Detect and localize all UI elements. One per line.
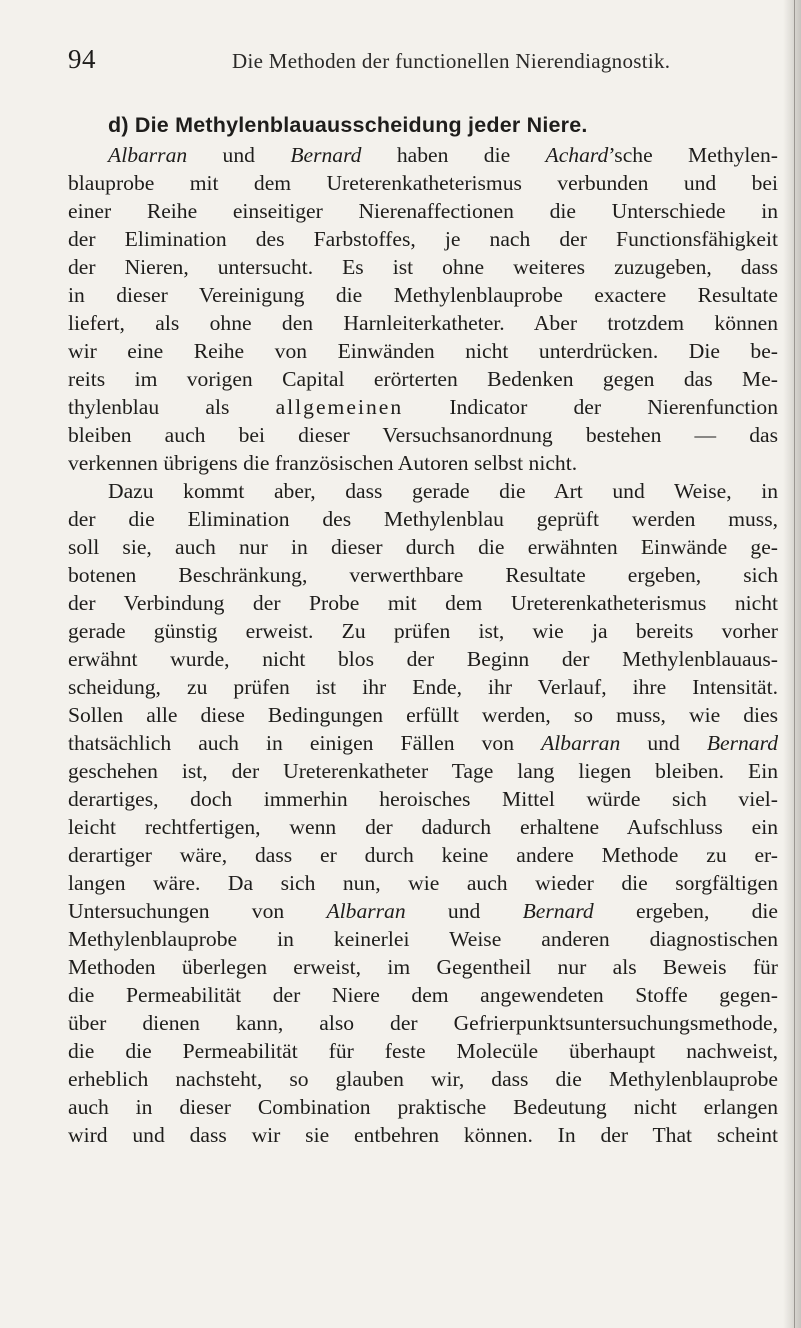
text-line [68,337,778,365]
text-run: Methylenblauprobe in keinerlei Weise anderen diagnostischen [68,927,778,951]
text-run: der Elimination des Farbstoffes, je nach der Functionsfähigkeit [68,227,778,251]
text-line [68,785,778,813]
text-line [68,449,778,477]
section-title: Die Methylenblauausscheidung jeder Niere. [134,113,588,137]
text-run: ergeben, die [593,899,778,923]
text-line [68,169,778,197]
text-line [68,309,778,337]
text-run: bleiben auch bei dieser Versuchsanordnung bestehen — das [68,423,778,447]
text-run: die Permeabilität der Niere dem angewendeten Stoffe gegen- [68,983,778,1007]
text-line [68,561,778,589]
text-run: derartiges, doch immerhin heroisches Mittel würde sich viel- [68,787,778,811]
text-run: geschehen ist, der Ureterenkatheter Tage lang liegen bleiben. Ein [68,759,778,783]
text-line [68,1093,778,1121]
text-line [68,981,778,1009]
text-run: thatsächlich auch in einigen Fällen von [68,731,542,755]
italic-name: Albarran [108,143,188,167]
text-line [68,701,778,729]
text-run: der Nieren, untersucht. Es ist ohne weiteres zuzugeben, dass [68,255,778,279]
text-line [68,841,778,869]
spaced-emphasis: allgemeinen [275,395,404,419]
italic-name: Achard [545,143,609,167]
text-line [68,1065,778,1093]
text-run: gerade günstig erweist. Zu prüfen ist, wie ja bereits vorher [68,619,778,643]
page-edge-shadow [783,0,801,1328]
page-number: 94 [68,44,96,74]
text-line [68,589,778,617]
text-run: leicht rechtfertigen, wenn der dadurch erhaltene Aufschluss ein [68,815,778,839]
text-run: erheblich nachsteht, so glauben wir, dass die Methylenblauprobe [68,1067,778,1091]
text-run: die die Permeabilität für feste Molecüle überhaupt nachweist, [68,1039,778,1063]
text-line [108,141,778,169]
running-title: Die Methoden der functionellen Nierendiagnostik. [232,49,671,73]
page-header [68,38,728,78]
text-run: der die Elimination des Methylenblau geprüft werden muss, [68,507,778,531]
text-line [68,533,778,561]
text-run: blauprobe mit dem Ureterenkatheterismus verbunden und bei [68,171,778,195]
section-label: d) [108,113,129,137]
text-run: langen wäre. Da sich nun, wie auch wieder die sorgfältigen [68,871,778,895]
text-line [68,729,778,757]
text-run: einer Reihe einseitiger Nierenaffectionen die Unterschiede in [68,199,778,223]
text-run: liefert, als ohne den Harnleiterkatheter. Aber trotzdem können [68,311,778,335]
text-run: und [620,731,707,755]
text-line [68,197,778,225]
italic-name: Bernard [522,899,594,923]
text-line [68,673,778,701]
text-run: erwähnt wurde, nicht blos der Beginn der Methylenblauaus- [68,647,778,671]
text-run: Methoden überlegen erweist, im Gegentheil nur als Beweis für [68,955,778,979]
text-run: ’sche Methylen- [608,143,778,167]
text-run: derartiger wäre, dass er durch keine andere Methode zu er- [68,843,778,867]
text-line [68,813,778,841]
text-line [68,253,778,281]
text-run: über dienen kann, also der Gefrierpunktsuntersuchungsmethode, [68,1011,778,1035]
italic-name: Albarran [326,899,406,923]
text-run: Sollen alle diese Bedingungen erfüllt werden, so muss, wie dies [68,703,778,727]
text-run: soll sie, auch nur in dieser durch die erwähnten Einwände ge- [68,535,778,559]
text-line [68,225,778,253]
text-run: scheidung, zu prüfen ist ihr Ende, ihr Verlauf, ihre Intensität. [68,675,778,699]
text-run: in dieser Vereinigung die Methylenblauprobe exactere Resultate [68,283,778,307]
text-line [68,953,778,981]
text-line [68,757,778,785]
text-run: Indicator der Nierenfunction [403,395,779,419]
text-line [68,281,778,309]
text-line [68,365,778,393]
text-run: Untersuchungen von [68,899,327,923]
text-run: reits im vorigen Capital erörterten Bedenken gegen das Me- [68,367,778,391]
text-run: wir eine Reihe von Einwänden nicht unterdrücken. Die be- [68,339,778,363]
text-line [68,1009,778,1037]
text-run: und [405,899,523,923]
text-run: verkennen übrigens die französischen Autoren selbst nicht. [68,451,578,475]
text-line [68,393,778,421]
text-line [68,1037,778,1065]
text-line [68,617,778,645]
text-run: wird und dass wir sie entbehren können. In der That scheint [68,1123,778,1147]
text-run: Dazu kommt aber, dass gerade die Art und Weise, in [108,479,778,503]
text-line [68,645,778,673]
text-run: botenen Beschränkung, verwerthbare Resultate ergeben, sich [68,563,778,587]
text-line [68,925,778,953]
page-edge-line [794,0,795,1328]
italic-name: Bernard [706,731,778,755]
text-run: und [187,143,291,167]
text-line [108,477,778,505]
text-run: thylenblau als [68,395,276,419]
italic-name: Bernard [290,143,362,167]
text-run: der Verbindung der Probe mit dem Ureterenkatheterismus nicht [68,591,778,615]
section-heading [108,113,588,138]
italic-name: Albarran [541,731,621,755]
text-line [68,505,778,533]
text-run: auch in dieser Combination praktische Bedeutung nicht erlangen [68,1095,778,1119]
text-run: haben die [361,143,546,167]
text-line [68,421,778,449]
text-line [68,869,778,897]
text-line [68,897,778,925]
text-line [68,1121,778,1149]
